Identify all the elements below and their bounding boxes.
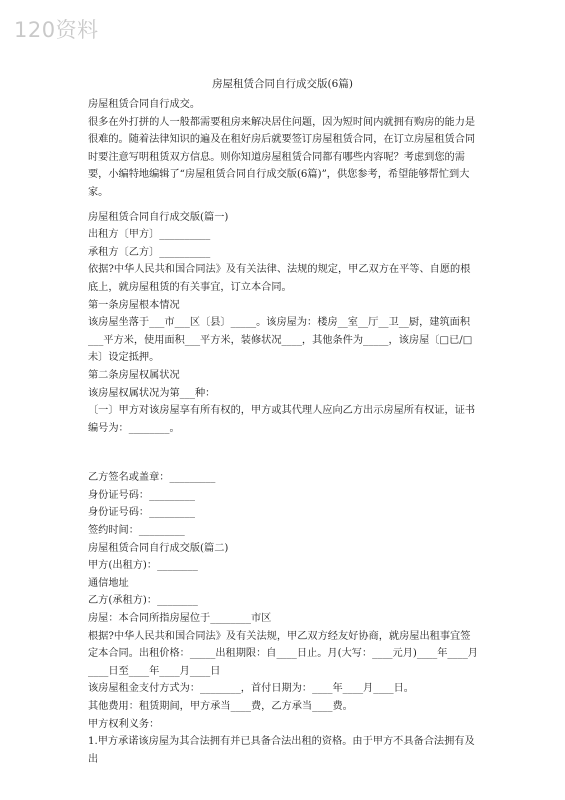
document-title: 房屋租赁合同自行成交版(6篇) [212, 78, 353, 90]
paragraph: 出租方〔甲方〕__________ [88, 229, 211, 241]
paragraph: 乙方(承租方)：________ [88, 595, 198, 607]
paragraph: 1.甲方承诺该房屋为其合法拥有并已具备合法出租的资格。由于甲方不具备合法拥有及出 [88, 736, 475, 765]
paragraph: 甲方权利义务： [88, 718, 160, 730]
watermark: 120资料 [14, 18, 99, 42]
document-body [88, 96, 480, 768]
paragraph: 甲方(出租方)：________ [88, 560, 198, 572]
paragraph: 房屋租赁合同自行成交。 [88, 99, 201, 110]
paragraph: 〔一〕甲方对该房屋享有所有权的，甲方或其代理人应向乙方出示房屋所有权证，证书编号为：________。 [88, 405, 476, 434]
paragraph: 身份证号码：_________ [88, 507, 195, 519]
section-heading: 房屋租赁合同自行成交版(篇一) [88, 211, 229, 223]
paragraph: 身份证号码：_________ [88, 489, 195, 501]
paragraph: 第二条房屋权属状况 [88, 369, 180, 381]
paragraph: 该房屋坐落于___市___区〔县〕_____。该房屋为：楼房__室__厅__卫__厨，建筑面积___平方米，使用面积___平方米，装修状况____，其他条件为_____，该房屋〔□已/□未〕设定抵押。 [88, 317, 473, 364]
paragraph: 其他费用：租赁期间，甲方承当____费，乙方承当____费。 [88, 701, 353, 712]
paragraph: 乙方签名或盖章：_________ [88, 472, 216, 484]
paragraph: 承租方〔乙方〕__________ [88, 246, 211, 258]
paragraph: 依据?中华人民共和国合同法》及有关法律、法规的规定，甲乙双方在平等、自愿的根底上，就房屋租赁的有关事宜，订立本合同。 [88, 264, 471, 293]
paragraph: 该房屋权属状况为第___种： [88, 387, 216, 399]
paragraph: 该房屋租金支付方式为：________，首付日期为：____年____月____日。 [88, 683, 414, 695]
paragraph: 第一条房屋根本情况 [88, 299, 180, 311]
section-heading: 房屋租赁合同自行成交版(篇二) [88, 542, 229, 554]
paragraph: 很多在外打拼的人一般都需要租房来解决居住问题，因为短时间内就拥有购房的能力是很难的。随着法律知识的遍及在租好房后就要签订房屋租赁合同，在订立房屋租赁合同时要注意写明租赁双方信息。则你知道房屋租赁合同都有哪些内容呢？考虑到您的需要，小编特地编辑了“房屋租赁合同自行成交版(6篇)”，供您参考，希望能够帮忙到大家。 [88, 116, 476, 198]
paragraph: 房屋：本合同所指房屋位于________市区 [88, 613, 272, 625]
paragraph: 根据?中华人民共和国合同法》及有关法规，甲乙双方经友好协商，就房屋出租事宜签定本合同。出租价格：_____出租期限：自____日止。月(大写：____元月)____年____月____日至____年____月____日 [88, 630, 478, 677]
paragraph: 签约时间：_________ [88, 525, 185, 537]
paragraph: 通信地址 [88, 577, 129, 589]
